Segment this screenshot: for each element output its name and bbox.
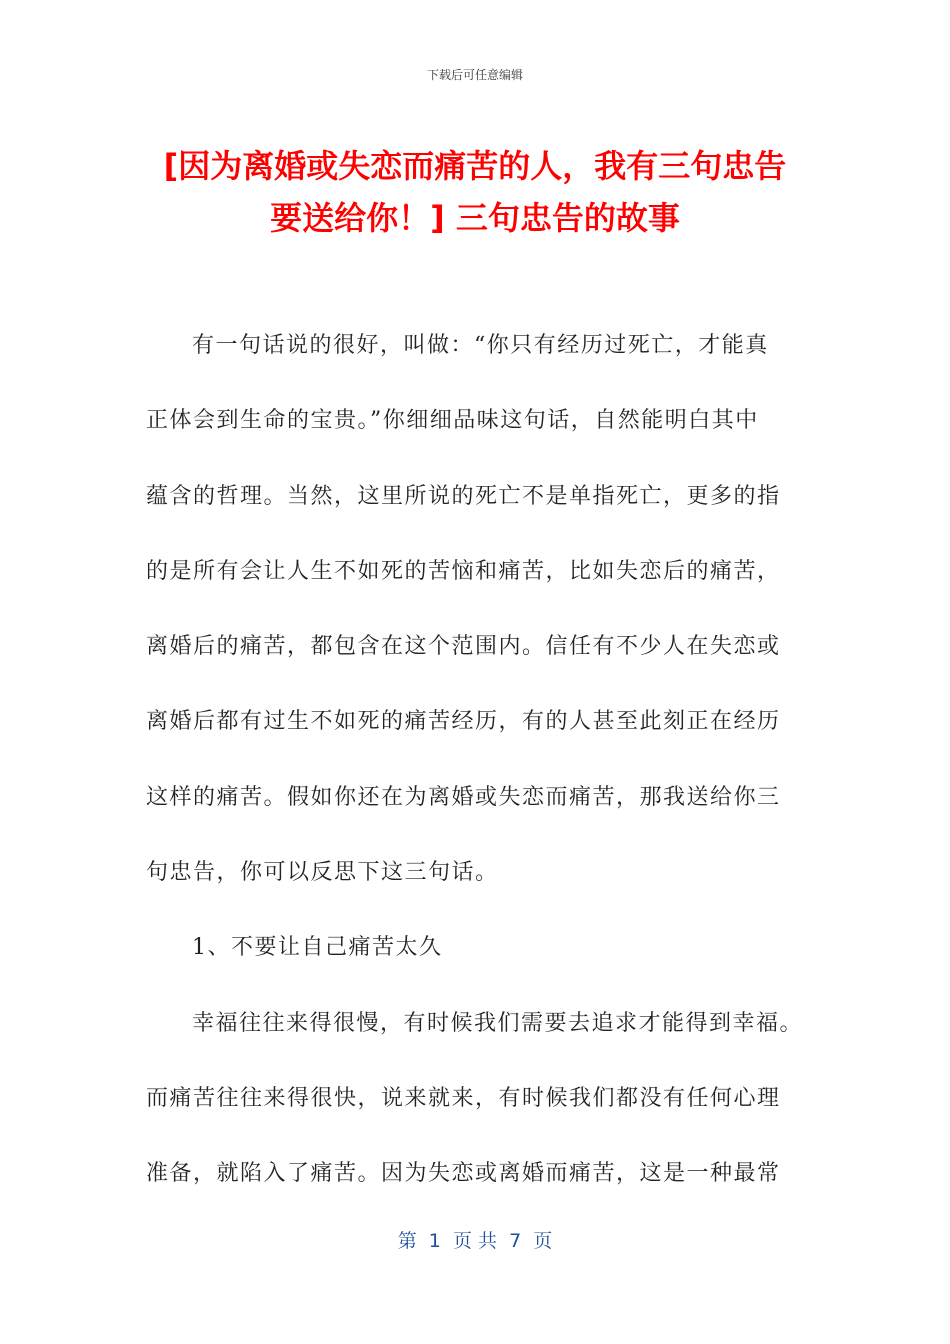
title-line-2: 要送给你！] 三句忠告的故事 (270, 199, 680, 237)
paragraph-line: 离婚后的痛苦，都包含在这个范围内。信任有不少人在失恋或 (146, 634, 781, 660)
paragraph-line: 正体会到生命的宝贵。”你细细品味这句话，自然能明白其中 (146, 408, 759, 434)
header-note: 下载后可任意编辑 (426, 68, 523, 82)
paragraph-line: 离婚后都有过生不如死的痛苦经历，有的人甚至此刻正在经历 (146, 709, 781, 735)
paragraph-line: 蕴含的哲理。当然，这里所说的死亡不是单指死亡，更多的指 (146, 483, 781, 509)
paragraph-line: 有一句话说的很好，叫做：“你只有经历过死亡，才能真 (192, 333, 769, 358)
section-heading: 1、不要让自己痛苦太久 (192, 935, 443, 961)
document-title (120, 140, 830, 244)
paragraph-line: 而痛苦往往来得很快，说来就来，有时候我们都没有任何心理 (146, 1085, 781, 1111)
paragraph-line: 准备，就陷入了痛苦。因为失恋或离婚而痛苦，这是一种最常 (146, 1161, 781, 1187)
body-text (146, 308, 826, 1212)
paragraph-line: 句忠告，你可以反思下这三句话。 (146, 860, 499, 886)
paragraph-line: 幸福往往来得很慢，有时候我们需要去追求才能得到幸福。 (192, 1010, 804, 1036)
paragraph-line: 的是所有会让人生不如死的苦恼和痛苦，比如失恋后的痛苦， (146, 558, 781, 584)
paragraph-line: 这样的痛苦。假如你还在为离婚或失恋而痛苦，那我送给你三 (146, 784, 781, 810)
title-line-1: [因为离婚或失恋而痛苦的人，我有三句忠告 (163, 147, 787, 185)
page-footer: 第 1 页 共 7 页 (397, 1230, 553, 1252)
